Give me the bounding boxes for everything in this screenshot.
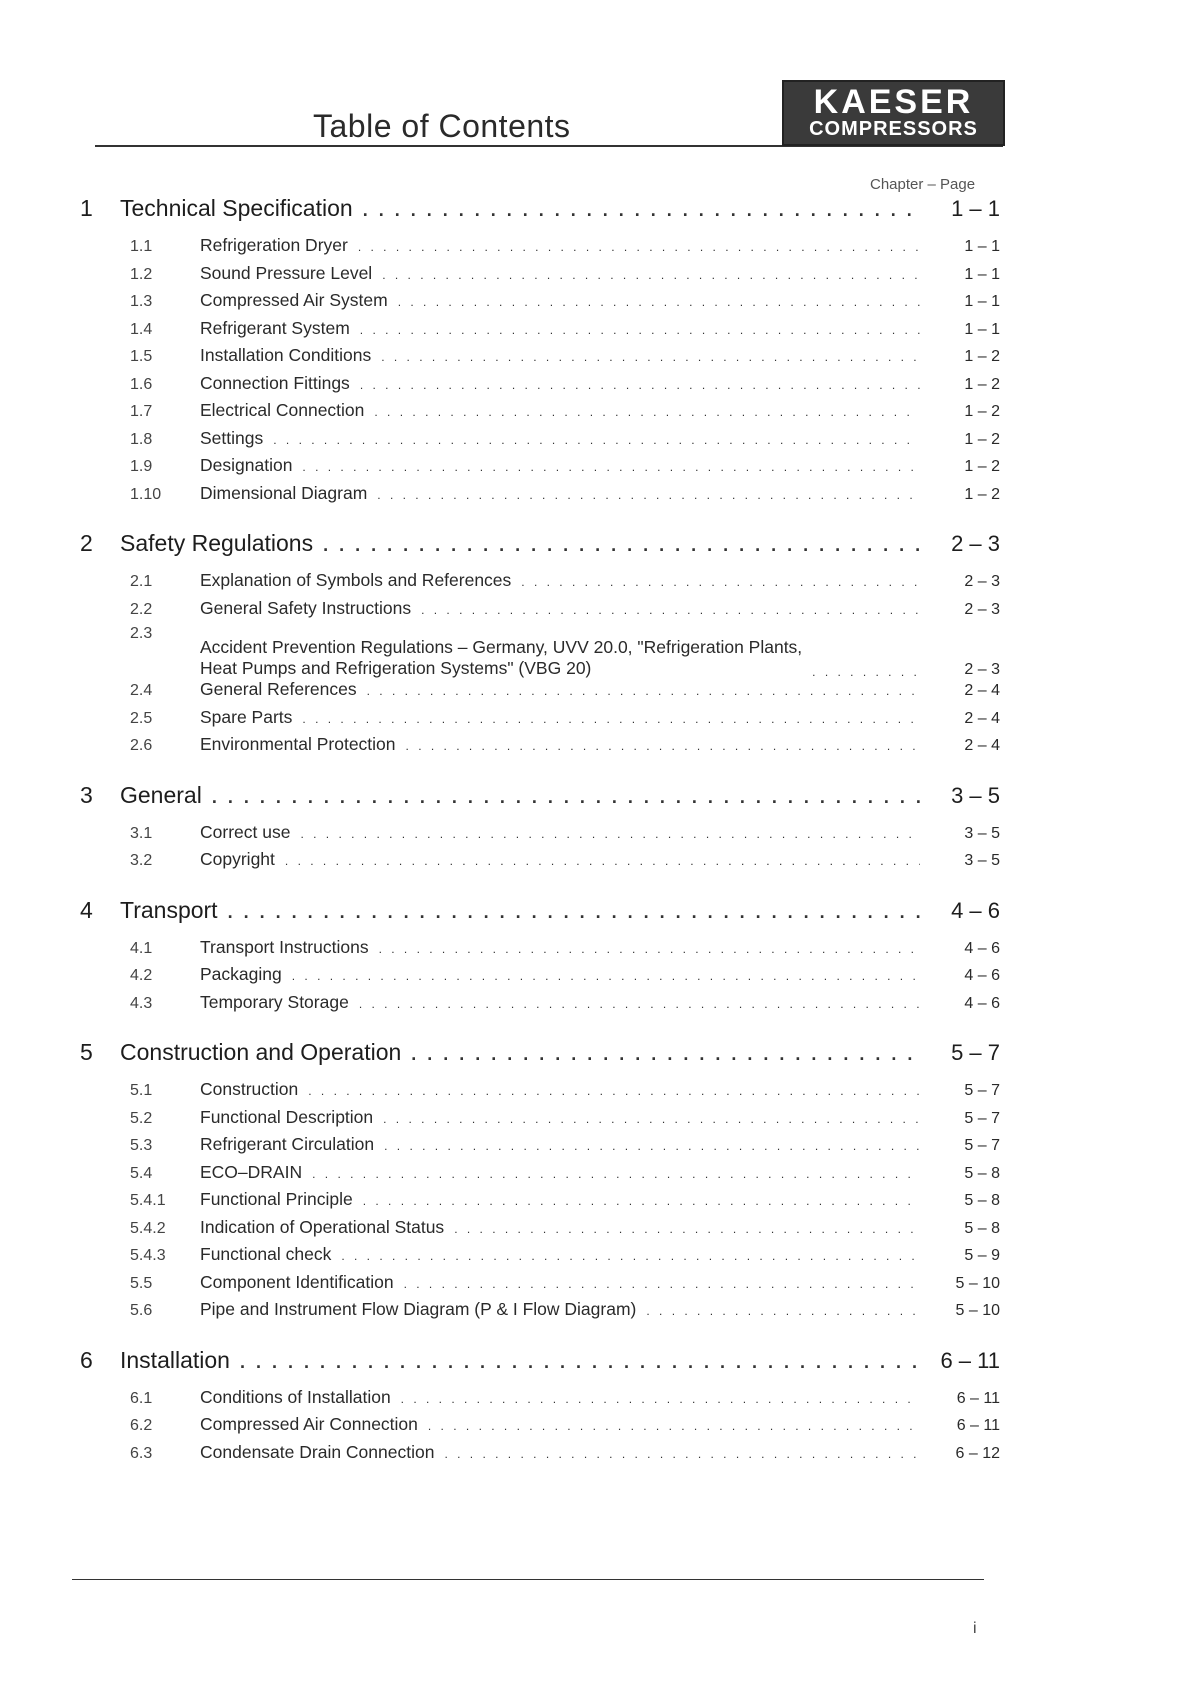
logo-line-1: KAESER	[813, 83, 974, 121]
toc-item-entry[interactable]	[80, 235, 1000, 263]
toc-chapter-entry[interactable]	[80, 782, 1000, 822]
dot-leader	[358, 240, 920, 254]
toc-section	[80, 195, 1000, 510]
item-number: 1.8	[130, 430, 153, 448]
item-page: 2 – 4	[964, 709, 1000, 727]
toc-item-entry[interactable]	[80, 373, 1000, 401]
dot-leader	[240, 1352, 920, 1373]
item-page: 2 – 4	[964, 737, 1000, 754]
item-page: 4 – 6	[964, 939, 1000, 957]
dot-leader	[312, 1167, 920, 1181]
item-page: 2 – 3	[964, 600, 1000, 618]
chapter-page: 1 – 1	[951, 196, 1000, 221]
toc-chapter-entry[interactable]	[80, 195, 1000, 235]
toc-item-entry[interactable]	[80, 1107, 1000, 1135]
dot-leader	[444, 1447, 920, 1461]
dot-leader	[212, 787, 920, 808]
item-page: 5 – 8	[964, 1219, 1000, 1237]
item-number: 6.2	[130, 1417, 153, 1434]
toc-item-entry[interactable]	[80, 1442, 1000, 1470]
dot-leader	[359, 997, 920, 1011]
chapter-number: 2	[80, 530, 93, 556]
dot-leader	[285, 854, 920, 868]
chapter-title: General	[120, 781, 202, 808]
item-number: 6.1	[130, 1389, 153, 1407]
toc-section	[80, 1347, 1000, 1470]
item-number: 5.2	[130, 1109, 153, 1127]
item-number: 2.2	[130, 600, 153, 618]
item-title: Pipe and Instrument Flow Diagram (P & I Flow Diagram)	[200, 1299, 637, 1319]
page-title: Table of Contents	[313, 108, 571, 144]
toc-item-entry[interactable]	[80, 290, 1000, 318]
item-number: 1.1	[130, 238, 153, 255]
item-page: 1 – 2	[964, 348, 1000, 365]
dot-leader	[398, 295, 920, 309]
toc-item-entry[interactable]	[80, 455, 1000, 483]
chapter-page: 4 – 6	[951, 897, 1000, 923]
toc-item-entry[interactable]	[80, 679, 1000, 707]
dot-leader	[363, 200, 920, 221]
item-title: ECO–DRAIN	[200, 1161, 303, 1182]
chapter-number: 3	[80, 781, 93, 808]
item-number: 4.2	[130, 967, 153, 984]
toc-item-entry[interactable]	[80, 992, 1000, 1020]
dot-leader	[401, 1392, 920, 1406]
dot-leader	[302, 712, 920, 726]
item-number: 6.3	[130, 1444, 153, 1462]
toc-item-entry[interactable]	[80, 849, 1000, 877]
toc-item-entry[interactable]	[80, 822, 1000, 850]
dot-leader	[363, 1194, 920, 1208]
dot-leader	[302, 460, 920, 474]
item-page: 4 – 6	[964, 967, 1000, 984]
item-page: 1 – 1	[964, 320, 1000, 338]
toc-item-entry[interactable]	[80, 1134, 1000, 1162]
item-number: 4.3	[130, 994, 153, 1012]
toc-item-entry[interactable]	[80, 428, 1000, 456]
dot-leader	[228, 902, 920, 923]
dot-leader	[308, 1084, 920, 1098]
dot-leader	[292, 969, 920, 983]
dot-leader	[381, 350, 920, 364]
item-page: 2 – 3	[964, 573, 1000, 590]
dot-leader	[323, 535, 920, 556]
item-title: Settings	[200, 427, 264, 448]
dot-leader	[428, 1419, 920, 1433]
item-page: 1 – 1	[964, 265, 1000, 283]
item-number: 2.1	[130, 573, 153, 590]
item-title: Transport Instructions	[200, 936, 369, 957]
item-title-continued: Heat Pumps and Refrigeration Systems" (VBG 20)	[200, 658, 592, 678]
toc-section	[80, 782, 1000, 877]
item-title: Designation	[200, 455, 293, 475]
toc-item-entry[interactable]	[80, 345, 1000, 373]
item-number: 1.10	[130, 485, 162, 503]
dot-leader	[367, 684, 920, 698]
column-header: Chapter – Page	[870, 176, 976, 193]
logo-line-2: COMPRESSORS	[809, 118, 978, 140]
item-page: 1 – 2	[964, 430, 1000, 448]
toc-item-entry[interactable]	[80, 625, 1000, 679]
toc-section	[80, 1039, 1000, 1327]
item-page: 5 – 8	[964, 1164, 1000, 1182]
item-number: 5.4.3	[130, 1247, 166, 1264]
toc-item-entry[interactable]	[80, 1414, 1000, 1442]
item-number: 5.5	[130, 1274, 153, 1292]
item-number: 2.6	[130, 737, 153, 754]
item-title: Functional check	[200, 1244, 332, 1264]
dot-leader	[273, 433, 920, 447]
chapter-page: 2 – 3	[951, 531, 1000, 556]
toc-item-entry[interactable]	[80, 1272, 1000, 1300]
toc-item-entry[interactable]	[80, 1217, 1000, 1245]
item-number: 3.1	[130, 824, 153, 842]
item-title: Functional Description	[200, 1106, 374, 1127]
item-title: Construction	[200, 1079, 299, 1099]
item-page: 5 – 7	[964, 1137, 1000, 1154]
item-number: 1.6	[130, 375, 153, 393]
item-number: 4.1	[130, 939, 153, 957]
item-title: Refrigerant Circulation	[200, 1134, 375, 1154]
item-page: 1 – 1	[964, 293, 1000, 310]
toc-chapter-entry[interactable]	[80, 1039, 1000, 1079]
chapter-number: 5	[80, 1039, 93, 1065]
toc-item-entry[interactable]	[80, 598, 1000, 626]
chapter-number: 1	[80, 195, 93, 221]
item-number: 5.4.2	[130, 1219, 166, 1237]
dot-leader	[360, 323, 920, 337]
toc-section	[80, 530, 1000, 762]
item-title: Electrical Connection	[200, 400, 365, 420]
toc-chapter-entry[interactable]	[80, 1347, 1000, 1387]
toc-section	[80, 897, 1000, 1020]
table-of-contents	[80, 195, 1000, 1489]
toc-item-entry[interactable]	[80, 1162, 1000, 1190]
dot-leader	[374, 405, 920, 419]
item-title: Compressed Air System	[200, 290, 388, 310]
item-number: 5.4.1	[130, 1192, 166, 1209]
toc-item-entry[interactable]	[80, 1299, 1000, 1327]
item-page: 6 – 12	[955, 1444, 1000, 1462]
item-page: 1 – 2	[964, 375, 1000, 393]
item-page: 6 – 11	[956, 1389, 1000, 1407]
toc-item-entry[interactable]	[80, 707, 1000, 735]
chapter-title: Transport	[120, 896, 218, 923]
item-title: Component Identification	[200, 1271, 394, 1292]
toc-item-entry[interactable]	[80, 263, 1000, 291]
item-page: 5 – 8	[964, 1192, 1000, 1209]
item-page: 1 – 1	[964, 238, 1000, 255]
item-title: Condensate Drain Connection	[200, 1441, 435, 1462]
dot-leader	[646, 1304, 920, 1318]
chapter-title: Technical Specification	[120, 195, 353, 221]
dot-leader	[360, 378, 920, 392]
item-title-wrap	[200, 637, 802, 679]
item-page: 3 – 5	[964, 824, 1000, 842]
dot-leader	[379, 942, 920, 956]
item-number: 5.6	[130, 1302, 153, 1319]
item-page: 5 – 10	[955, 1302, 1000, 1319]
item-number: 5.3	[130, 1137, 153, 1154]
item-number: 1.9	[130, 458, 153, 475]
item-title: Explanation of Symbols and References	[200, 570, 512, 590]
item-page: 6 – 11	[956, 1417, 1000, 1434]
item-title: Indication of Operational Status	[200, 1216, 445, 1237]
dot-leader	[384, 1139, 920, 1153]
item-title: Spare Parts	[200, 706, 293, 727]
chapter-number: 4	[80, 896, 93, 923]
item-number: 1.4	[130, 320, 153, 338]
dot-leader	[382, 268, 920, 282]
item-page: 1 – 2	[964, 403, 1000, 420]
dot-leader	[300, 827, 920, 841]
item-page: 1 – 2	[964, 485, 1000, 503]
chapter-number: 6	[80, 1346, 93, 1373]
toc-item-entry[interactable]	[80, 964, 1000, 992]
item-title: Dimensional Diagram	[200, 482, 368, 503]
kaeser-logo	[782, 80, 1005, 146]
toc-chapter-entry[interactable]	[80, 897, 1000, 937]
item-number: 1.7	[130, 403, 153, 420]
item-title: General References	[200, 679, 357, 699]
item-title: Temporary Storage	[200, 991, 349, 1012]
item-page: 4 – 6	[964, 994, 1000, 1012]
dot-leader	[812, 665, 920, 679]
toc-item-entry[interactable]	[80, 318, 1000, 346]
toc-item-entry[interactable]	[80, 1244, 1000, 1272]
item-number: 5.1	[130, 1082, 153, 1099]
item-title: Environmental Protection	[200, 734, 396, 754]
toc-item-entry[interactable]	[80, 1189, 1000, 1217]
item-title: Connection Fittings	[200, 372, 350, 393]
page-number: i	[973, 1620, 977, 1637]
dot-leader	[404, 1277, 920, 1291]
chapter-title: Installation	[120, 1346, 230, 1373]
chapter-page: 5 – 7	[951, 1040, 1000, 1065]
item-number: 1.5	[130, 348, 153, 365]
item-page: 2 – 3	[964, 661, 1000, 678]
item-page: 5 – 10	[955, 1274, 1000, 1292]
item-title: Correct use	[200, 821, 291, 842]
item-number: 2.4	[130, 682, 153, 699]
item-title: Installation Conditions	[200, 345, 372, 365]
item-page: 5 – 9	[964, 1247, 1000, 1264]
item-title: Functional Principle	[200, 1189, 353, 1209]
item-page: 2 – 4	[964, 682, 1000, 699]
item-page: 5 – 7	[964, 1082, 1000, 1099]
item-number: 1.3	[130, 293, 153, 310]
chapter-page: 3 – 5	[951, 782, 1000, 808]
toc-item-entry[interactable]	[80, 400, 1000, 428]
item-page: 1 – 2	[964, 458, 1000, 475]
dot-leader	[521, 575, 920, 589]
chapter-page: 6 – 11	[940, 1347, 1000, 1373]
dot-leader	[341, 1249, 920, 1263]
dot-leader	[421, 603, 920, 617]
item-page: 3 – 5	[964, 852, 1000, 869]
dot-leader	[406, 739, 920, 753]
item-title: Packaging	[200, 964, 282, 984]
item-number: 5.4	[130, 1164, 153, 1182]
item-page: 5 – 7	[964, 1109, 1000, 1127]
toc-item-entry[interactable]	[80, 937, 1000, 965]
dot-leader	[454, 1222, 920, 1236]
dot-leader	[383, 1112, 920, 1126]
item-title: Copyright	[200, 849, 275, 869]
item-title: Compressed Air Connection	[200, 1414, 418, 1434]
item-title: Refrigeration Dryer	[200, 235, 348, 255]
item-number: 2.5	[130, 709, 153, 727]
toc-item-entry[interactable]	[80, 1387, 1000, 1415]
toc-item-entry[interactable]	[80, 483, 1000, 511]
item-number: 1.2	[130, 265, 153, 283]
dot-leader	[377, 488, 920, 502]
toc-item-entry[interactable]	[80, 570, 1000, 598]
item-number: 3.2	[130, 852, 153, 869]
toc-item-entry[interactable]	[80, 734, 1000, 762]
item-title: Conditions of Installation	[200, 1386, 391, 1407]
item-number: 2.3	[130, 625, 153, 642]
chapter-title: Construction and Operation	[120, 1039, 402, 1065]
chapter-title: Safety Regulations	[120, 530, 314, 556]
dot-leader	[411, 1044, 920, 1065]
item-title: Refrigerant System	[200, 317, 350, 338]
item-title: Sound Pressure Level	[200, 262, 373, 283]
footer-divider	[72, 1579, 984, 1580]
item-title: General Safety Instructions	[200, 597, 412, 618]
toc-chapter-entry[interactable]	[80, 530, 1000, 570]
toc-item-entry[interactable]	[80, 1079, 1000, 1107]
item-title: Accident Prevention Regulations – Germany, UVV 20.0, "Refrigeration Plants,	[200, 637, 803, 657]
